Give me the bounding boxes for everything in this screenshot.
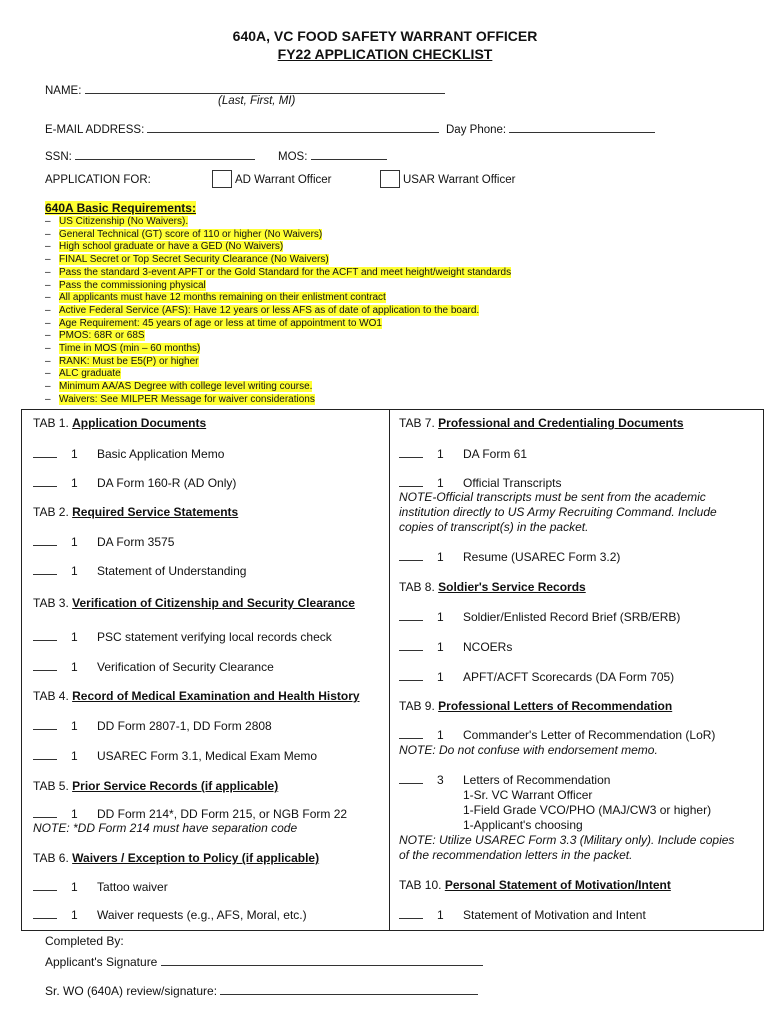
item-qty: 1 bbox=[437, 908, 444, 922]
requirement-dash: – bbox=[45, 279, 51, 291]
tab8-prefix: TAB 8. bbox=[399, 580, 435, 594]
phone-row bbox=[446, 121, 655, 136]
tab10-prefix: TAB 10. bbox=[399, 878, 442, 892]
tab9-note-endorsement: NOTE: Do not confuse with endorsement memo. bbox=[399, 743, 658, 757]
item-qty: 1 bbox=[71, 535, 78, 549]
checklist-item bbox=[33, 749, 317, 763]
reviewer-signature-field[interactable] bbox=[220, 983, 478, 995]
requirement-dash: – bbox=[45, 241, 51, 253]
requirement-dash: – bbox=[45, 216, 51, 227]
email-row bbox=[45, 121, 439, 136]
item-qty: 1 bbox=[71, 908, 78, 922]
item-qty: 1 bbox=[437, 640, 444, 654]
item-qty: 1 bbox=[71, 660, 78, 674]
tab6-heading bbox=[33, 851, 319, 865]
item-text: Soldier/Enlisted Record Brief (SRB/ERB) bbox=[463, 610, 681, 624]
requirement-dash: – bbox=[45, 228, 51, 240]
requirement-item bbox=[45, 267, 511, 280]
tab5-heading bbox=[33, 779, 278, 793]
checklist-item bbox=[33, 908, 307, 922]
requirement-text: All applicants must have 12 months remaining on their enlistment contract bbox=[59, 292, 386, 304]
reviewer-signature-row bbox=[45, 983, 478, 998]
requirement-item bbox=[45, 241, 511, 254]
requirement-item bbox=[45, 356, 511, 369]
requirements-list bbox=[45, 216, 511, 407]
check-blank[interactable] bbox=[33, 535, 57, 546]
requirement-text: Time in MOS (min – 60 months) bbox=[59, 343, 201, 355]
checklist-item bbox=[33, 630, 332, 644]
checklist-item bbox=[399, 550, 620, 564]
tab8-heading bbox=[399, 580, 586, 594]
requirement-item bbox=[45, 305, 511, 318]
item-text: NCOERs bbox=[463, 640, 513, 654]
requirement-item bbox=[45, 343, 511, 356]
requirement-item bbox=[45, 254, 511, 267]
check-blank[interactable] bbox=[399, 670, 423, 681]
tab9-prefix: TAB 9. bbox=[399, 699, 435, 713]
requirement-item bbox=[45, 292, 511, 305]
item-text: DD Form 214*, DD Form 215, or NGB Form 22 bbox=[97, 807, 348, 821]
checklist-item bbox=[33, 476, 236, 490]
check-blank[interactable] bbox=[33, 719, 57, 730]
checklist-item bbox=[399, 610, 680, 624]
completed-by-label: Completed By: bbox=[45, 934, 124, 948]
item-text: Commander's Letter of Recommendation (LoR) bbox=[463, 728, 716, 742]
tab5-title: Prior Service Records (if applicable) bbox=[72, 779, 279, 793]
requirement-text: RANK: Must be E5(P) or higher bbox=[59, 355, 199, 367]
tab7-title: Professional and Credentialing Documents bbox=[438, 416, 684, 430]
item-text: Statement of Motivation and Intent bbox=[463, 908, 646, 922]
item-qty: 1 bbox=[437, 610, 444, 624]
checklist-item bbox=[399, 447, 527, 461]
check-blank[interactable] bbox=[33, 447, 57, 458]
tab1-heading bbox=[33, 416, 206, 430]
requirement-dash: – bbox=[45, 292, 51, 304]
check-blank[interactable] bbox=[33, 880, 57, 891]
letter-sub-item: 1-Applicant's choosing bbox=[463, 818, 583, 832]
phone-field[interactable] bbox=[509, 121, 655, 133]
tab8-title: Soldier's Service Records bbox=[438, 580, 586, 594]
tab9-heading bbox=[399, 699, 672, 713]
checklist-item bbox=[33, 564, 246, 578]
requirement-text: ALC graduate bbox=[59, 368, 121, 380]
name-hint: (Last, First, MI) bbox=[218, 95, 296, 107]
requirement-item bbox=[45, 330, 511, 343]
item-text: Letters of Recommendation bbox=[463, 773, 611, 787]
item-qty: 3 bbox=[437, 773, 444, 787]
item-text: Verification of Security Clearance bbox=[97, 660, 274, 674]
checklist-item bbox=[33, 719, 272, 733]
requirement-text: Active Federal Service (AFS): Have 12 years or less AFS as of date of application to the board. bbox=[59, 304, 480, 316]
requirement-text: Pass the standard 3-event APFT or the Gold Standard for the ACFT and meet height/weight standards bbox=[59, 266, 512, 278]
requirement-text: High school graduate or have a GED (No Waivers) bbox=[59, 241, 284, 253]
check-blank[interactable] bbox=[33, 660, 57, 671]
item-qty: 1 bbox=[71, 564, 78, 578]
item-text: Official Transcripts bbox=[463, 476, 562, 490]
item-qty: 1 bbox=[437, 476, 444, 490]
requirement-text: FINAL Secret or Top Secret Security Clearance (No Waivers) bbox=[59, 254, 329, 266]
requirement-item bbox=[45, 229, 511, 242]
item-qty: 1 bbox=[71, 807, 78, 821]
requirement-dash: – bbox=[45, 266, 51, 278]
document-subtitle: FY22 APPLICATION CHECKLIST bbox=[277, 46, 493, 62]
requirements-heading: 640A Basic Requirements: bbox=[45, 201, 196, 215]
item-text: DA Form 3575 bbox=[97, 535, 175, 549]
tab4-title: Record of Medical Examination and Health History bbox=[72, 689, 360, 703]
checklist-item bbox=[399, 476, 561, 490]
checklist-item bbox=[399, 670, 674, 684]
check-blank[interactable] bbox=[399, 447, 423, 458]
tab2-title: Required Service Statements bbox=[72, 505, 239, 519]
requirement-dash: – bbox=[45, 343, 51, 355]
requirement-dash: – bbox=[45, 317, 51, 329]
item-qty: 1 bbox=[71, 719, 78, 733]
item-text: Statement of Understanding bbox=[97, 564, 247, 578]
tab2-prefix: TAB 2. bbox=[33, 505, 69, 519]
requirement-dash: – bbox=[45, 393, 51, 405]
ad-warrant-label: AD Warrant Officer bbox=[235, 174, 332, 186]
tab1-prefix: TAB 1. bbox=[33, 416, 69, 430]
column-divider bbox=[389, 409, 390, 931]
tab7-prefix: TAB 7. bbox=[399, 416, 435, 430]
checklist-item bbox=[399, 640, 512, 654]
tab7-note: NOTE-Official transcripts must be sent from the academic institution directly to US Army Recruiting Command. Include copies of transcript(s) in the packet. bbox=[399, 490, 717, 534]
item-text: Waiver requests (e.g., AFS, Moral, etc.) bbox=[97, 908, 307, 922]
requirement-text: General Technical (GT) score of 110 or higher (No Waivers) bbox=[59, 228, 323, 240]
check-blank[interactable] bbox=[399, 610, 423, 621]
item-text: DA Form 160-R (AD Only) bbox=[97, 476, 237, 490]
tab7-heading bbox=[399, 416, 684, 430]
requirement-dash: – bbox=[45, 330, 51, 342]
item-text: Resume (USAREC Form 3.2) bbox=[463, 550, 621, 564]
tab10-title: Personal Statement of Motivation/Intent bbox=[444, 878, 671, 892]
item-qty: 1 bbox=[437, 447, 444, 461]
checklist-item bbox=[33, 880, 168, 894]
item-qty: 1 bbox=[71, 880, 78, 894]
tab4-prefix: TAB 4. bbox=[33, 689, 69, 703]
item-text: PSC statement verifying local records check bbox=[97, 630, 332, 644]
requirement-item bbox=[45, 368, 511, 381]
requirement-dash: – bbox=[45, 254, 51, 266]
requirement-dash: – bbox=[45, 355, 51, 367]
ssn-label: SSN: bbox=[45, 151, 72, 163]
requirement-text: US Citizenship (No Waivers). bbox=[59, 216, 189, 227]
ad-warrant-checkbox[interactable] bbox=[212, 170, 232, 188]
item-qty: 1 bbox=[71, 630, 78, 644]
item-qty: 1 bbox=[71, 749, 78, 763]
check-blank[interactable] bbox=[399, 640, 423, 651]
requirement-item bbox=[45, 216, 511, 229]
requirement-item bbox=[45, 381, 511, 394]
tab10-heading bbox=[399, 878, 671, 892]
checklist-item bbox=[33, 807, 347, 821]
check-blank[interactable] bbox=[399, 728, 423, 739]
requirement-text: PMOS: 68R or 68S bbox=[59, 330, 145, 342]
item-text: Basic Application Memo bbox=[97, 447, 225, 461]
check-blank[interactable] bbox=[33, 908, 57, 919]
usar-warrant-checkbox[interactable] bbox=[380, 170, 400, 188]
item-qty: 1 bbox=[437, 670, 444, 684]
item-qty: 1 bbox=[71, 447, 78, 461]
requirement-dash: – bbox=[45, 304, 51, 316]
item-text: DD Form 2807-1, DD Form 2808 bbox=[97, 719, 272, 733]
email-field[interactable] bbox=[147, 121, 439, 133]
applicant-signature-row bbox=[45, 954, 483, 969]
check-blank[interactable] bbox=[399, 773, 423, 784]
item-qty: 1 bbox=[437, 728, 444, 742]
item-qty: 1 bbox=[437, 550, 444, 564]
letter-sub-item: 1-Field Grade VCO/PHO (MAJ/CW3 or higher) bbox=[463, 803, 712, 817]
letter-sub-item: 1-Sr. VC Warrant Officer bbox=[463, 788, 593, 802]
requirement-item bbox=[45, 318, 511, 331]
tab5-note: NOTE: *DD Form 214 must have separation code bbox=[33, 821, 298, 835]
name-label: NAME: bbox=[45, 85, 82, 97]
requirement-dash: – bbox=[45, 381, 51, 393]
item-text: Tattoo waiver bbox=[97, 880, 168, 894]
tab6-prefix: TAB 6. bbox=[33, 851, 69, 865]
tab2-heading bbox=[33, 505, 238, 519]
requirement-text: Pass the commissioning physical bbox=[59, 279, 206, 291]
tab9-note-usarec: NOTE: Utilize USAREC Form 3.3 (Military only). Include copies of the recommendation letters in the packet. bbox=[399, 833, 735, 862]
application-for-label: APPLICATION FOR: bbox=[45, 174, 151, 186]
tab4-heading bbox=[33, 689, 360, 703]
item-text: USAREC Form 3.1, Medical Exam Memo bbox=[97, 749, 318, 763]
tab9-title: Professional Letters of Recommendation bbox=[438, 699, 673, 713]
tab5-prefix: TAB 5. bbox=[33, 779, 69, 793]
checklist-item bbox=[399, 728, 715, 742]
name-field[interactable] bbox=[85, 82, 445, 94]
mos-row bbox=[278, 148, 387, 163]
requirement-item bbox=[45, 280, 511, 293]
item-qty: 1 bbox=[71, 476, 78, 490]
mos-field[interactable] bbox=[311, 148, 387, 160]
checklist-item bbox=[399, 773, 610, 787]
check-blank[interactable] bbox=[33, 564, 57, 575]
requirement-text: Waivers: See MILPER Message for waiver considerations bbox=[59, 393, 315, 405]
tab3-heading bbox=[33, 596, 355, 610]
check-blank[interactable] bbox=[399, 908, 423, 919]
item-text: DA Form 61 bbox=[463, 447, 528, 461]
checklist-item bbox=[33, 447, 224, 461]
tab1-title: Application Documents bbox=[72, 416, 207, 430]
check-blank[interactable] bbox=[33, 476, 57, 487]
check-blank[interactable] bbox=[33, 749, 57, 760]
tab3-prefix: TAB 3. bbox=[33, 596, 69, 610]
check-blank[interactable] bbox=[33, 630, 57, 641]
ssn-field[interactable] bbox=[75, 148, 255, 160]
requirement-text: Age Requirement: 45 years of age or less at time of appointment to WO1 bbox=[59, 317, 382, 329]
email-label: E-MAIL ADDRESS: bbox=[45, 124, 145, 136]
tab6-title: Waivers / Exception to Policy (if applicable) bbox=[72, 851, 320, 865]
tab3-title: Verification of Citizenship and Security Clearance bbox=[72, 596, 355, 610]
checklist-item bbox=[33, 535, 174, 549]
check-blank[interactable] bbox=[399, 550, 423, 561]
item-text: APFT/ACFT Scorecards (DA Form 705) bbox=[463, 670, 675, 684]
usar-warrant-label: USAR Warrant Officer bbox=[403, 174, 516, 186]
phone-label: Day Phone: bbox=[446, 124, 507, 136]
requirement-text: Minimum AA/AS Degree with college level writing course. bbox=[59, 381, 313, 393]
checklist-item bbox=[399, 908, 646, 922]
check-blank[interactable] bbox=[399, 476, 423, 487]
requirement-item bbox=[45, 394, 511, 407]
mos-label: MOS: bbox=[278, 151, 308, 163]
checklist-item bbox=[33, 660, 274, 674]
ssn-row bbox=[45, 148, 255, 163]
document-title: 640A, VC FOOD SAFETY WARRANT OFFICER bbox=[232, 28, 538, 44]
requirement-dash: – bbox=[45, 368, 51, 380]
reviewer-signature-label: Sr. WO (640A) review/signature: bbox=[45, 984, 218, 998]
check-blank[interactable] bbox=[33, 807, 57, 818]
applicant-signature-label: Applicant's Signature bbox=[45, 955, 158, 969]
applicant-signature-field[interactable] bbox=[161, 954, 483, 966]
